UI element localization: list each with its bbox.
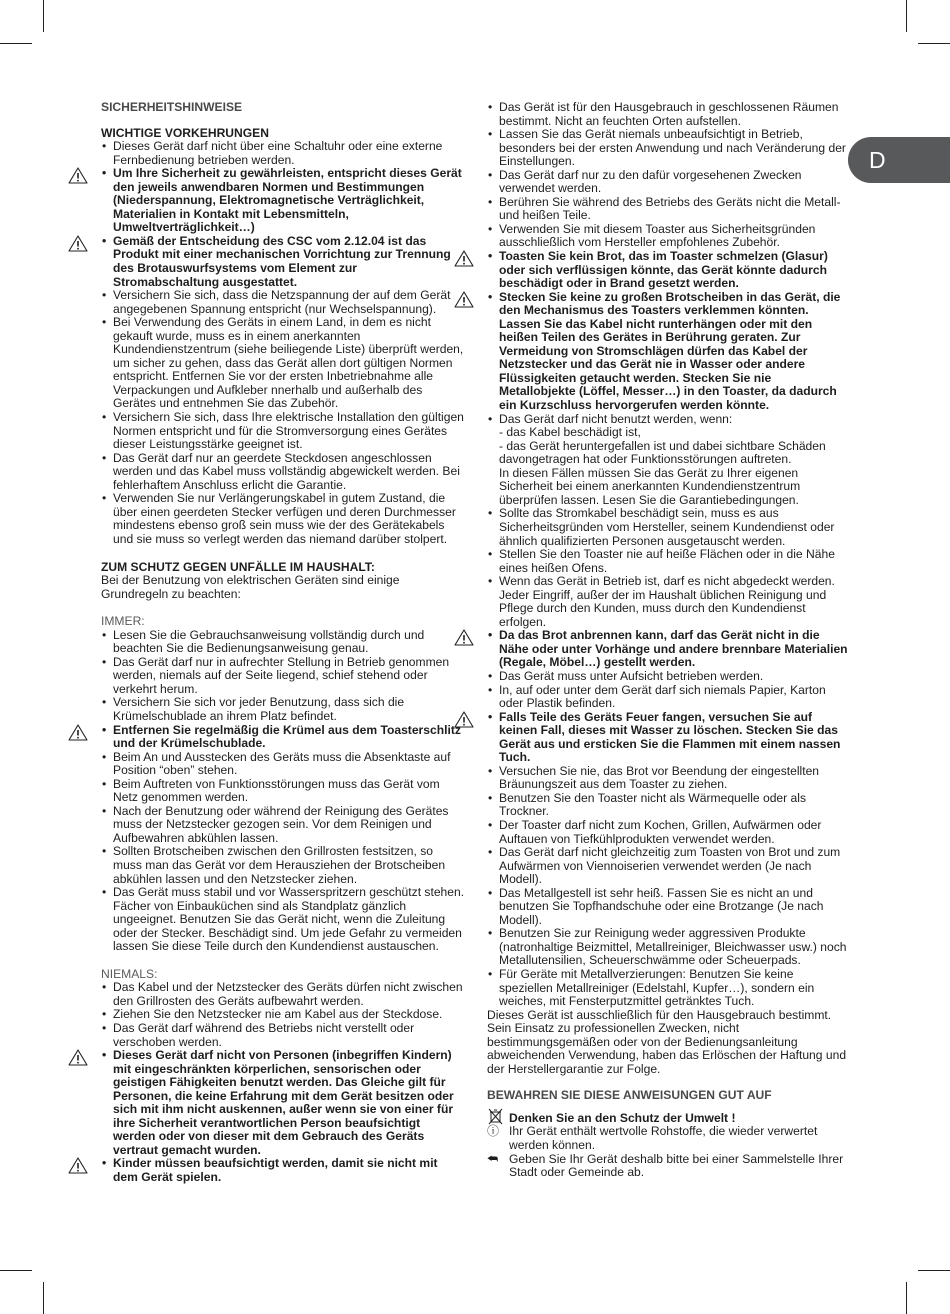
bullet-dot: •: [488, 682, 493, 697]
bullet-dot: •: [102, 776, 107, 791]
bullet-text: Das Gerät darf nicht gleichzeitig zum Toasten von Brot und zum Aufwärmen von Viennoiserien verwendet werden (Je nach Modell).: [499, 845, 841, 887]
bullet-dot: •: [488, 817, 493, 832]
closing-paragraph: Dieses Gerät ist ausschließlich für den Hausgebrauch bestimmt. Sein Einsatz zu professionellen Zwecken, nicht bestimmungsgemäßen oder von der Bedienungsanleitung abweichenden Verwendung, haben das Erlöschen der Haftung und der Herstellergarantie zur Folge.: [487, 1007, 847, 1076]
bullet-text: Das Gerät darf nur an geerdete Steckdosen angeschlossen werden und das Kabel muss vollständig abgewickelt werden. Bei fehlerhaftem Anschluss erlicht die Garantie.: [113, 450, 460, 492]
warning-triangle-icon: [68, 1049, 88, 1066]
bullet-dot: •: [488, 411, 493, 426]
bullet-dot: •: [102, 695, 107, 710]
bullet-text: Das Gerät darf nur in aufrechter Stellung in Betrieb genommen werden, niemals auf der Seite liegend, schief stehend oder verkehrt herum.: [113, 654, 450, 696]
bullet-item: [487, 968, 849, 1009]
bullet-dot: •: [102, 166, 107, 181]
bullet-dot: •: [488, 574, 493, 589]
bullet-item: [487, 128, 849, 169]
bullet-item: [101, 845, 465, 886]
bullet-dot: •: [488, 845, 493, 860]
bullet-dot: •: [102, 722, 107, 737]
precautions-list: [101, 140, 465, 546]
environment-arrow: [487, 1153, 849, 1180]
bullet-dot: •: [488, 790, 493, 805]
bullet-dot: •: [488, 127, 493, 142]
household-intro: Bei der Benutzung von elektrischen Geräten sind einige Grundregeln zu beachten:: [101, 573, 400, 601]
bullet-subline: In diesen Fällen müssen Sie das Gerät zu Ihrer eigenen Sicherheit bei einem anerkannten Kundendienstzentrum überprüfen lassen. Lesen Sie die Garantiebedingungen.: [499, 465, 801, 507]
always-heading: IMMER:: [101, 614, 145, 629]
bullet-text: Versichern Sie sich, dass die Netzspannung der auf dem Gerät angegebenen Spannung entspricht (nur Wechselspannung).: [113, 288, 451, 316]
bullet-text: Das Gerät darf während des Betriebs nicht verstellt oder verschoben werden.: [113, 1021, 415, 1049]
warning-triangle-icon: [454, 250, 474, 267]
bullet-text: Gemäß der Entscheidung des CSC vom 2.12.04 ist das Produkt mit einer mechanischen Vorrichtung zur Trennung des Brotauswurfsystems vom Element zur Stromabschaltung ausgestattet.: [113, 233, 451, 289]
bullet-text: Das Gerät darf nur zu den dafür vorgesehenen Zwecken verwendet werden.: [499, 167, 802, 196]
bullet-item: [487, 250, 849, 291]
bullet-dot: •: [488, 221, 493, 236]
language-tab: [848, 137, 950, 183]
bullet-dot: •: [488, 289, 493, 304]
bullet-text: Das Gerät muss stabil und vor Wasserspritzern geschützt stehen. Fächer von Einbauküchen sind als Standplatz gänzlich ungeeignet. Benutzen Sie das Gerät nicht, wenn die Zuleitung oder der Stecker. Beschädigt sind. Um jede Gefahr zu vermeiden lassen Sie diese Teile durch den Kundendienst austauschen.: [113, 885, 465, 954]
bullet-text: Kinder müssen beaufsichtigt werden, damit sie nicht mit dem Gerät spielen.: [113, 1156, 438, 1185]
bullet-text: Das Gerät darf nicht benutzt werden, wenn:: [499, 411, 733, 426]
bullet-dot: •: [102, 885, 107, 900]
bullet-text: Ziehen Sie den Netzstecker nie am Kabel aus der Steckdose.: [113, 1007, 443, 1022]
bullet-text: Bei Verwendung des Geräts in einem Land, in dem es nicht gekauft wurde, muss es in einem anerkannten Kundendienstzentrum (siehe beiliegende Liste) überprüft werden, um sicher zu gehen, dass das Gerät allen dort gültigen Normen entspricht. Entfernen Sie vor der ersten Inbetriebnahme alle Verpackungen und Aufkleber nnerhalb und außerhalb des Gerätes und entnehmen Sie das Zubehör.: [113, 315, 464, 411]
warning-triangle-icon: [68, 724, 88, 741]
bullet-dot: •: [488, 628, 493, 643]
bullet-item: [487, 548, 849, 575]
bullet-dot: •: [488, 100, 493, 114]
bullet-text: Stecken Sie keine zu großen Brotscheiben in das Gerät, die den Mechanismus des Toasters verklemmen könnten. Lassen Sie das Kabel nicht runterhängen oder mit den heißen Teilen des Gerätes in Berührung geraten. Zur Vermeidung von Stromschlägen dürfen das Kabel der Netzstecker und das Gerät nie in Wasser oder andere Flüssigkeiten getaucht werden. Stecken Sie nie Metallobjekte (Löffel, Messer…) in den Toaster, da dadurch ein Kurzschluss hervorgerufen werden könnte.: [499, 289, 841, 413]
bullet-text: Verwenden Sie mit diesem Toaster aus Sicherheitsgründen ausschließlich vom Hersteller empfohlenes Zubehör.: [499, 221, 816, 250]
crop-mark: [918, 43, 950, 44]
bullet-text: Benutzen Sie zur Reinigung weder aggressiven Produkte (natronhaltige Beizmittel, Metallreiniger, Bleichwasser usw.) noch Metallutensilien, Scheuerschwämme oder Scheuerpads.: [499, 926, 847, 968]
bullet-text: Dieses Gerät darf nicht von Personen (inbegriffen Kindern) mit eingeschränkten körperlichen, sensorischen oder geistigen Fähigkeiten benutzt werden. Das Gleiche gilt für Personen, die keine Erfahrung mit dem Gerät besitzen oder sich mit ihm nicht auskennen, außer wenn sie von einer für ihre Sicherheit verantwortlichen Person beaufsichtigt werden oder von dieser mit dem Gebrauch des Geräts vertraut gemacht wurden.: [113, 1048, 454, 1157]
warning-triangle-icon: [68, 167, 88, 184]
bullet-item: [487, 223, 849, 250]
warning-triangle-icon: [68, 235, 88, 252]
bullet-item: [101, 656, 465, 697]
crop-mark: [0, 1270, 32, 1271]
never-heading: NIEMALS:: [101, 966, 158, 981]
bullet-text: Versuchen Sie nie, das Brot vor Beendung der eingestellten Bräunungszeit aus dem Toaster zu ziehen.: [499, 763, 820, 792]
always-list: [101, 629, 465, 954]
language-tab-letter: D: [869, 147, 886, 173]
environment-info-text: Ihr Gerät enthält wertvolle Rohstoffe, die wieder verwertet werden können.: [509, 1124, 818, 1153]
never-list: [101, 981, 465, 1184]
bullet-dot: •: [102, 450, 107, 465]
return-arrow-icon: ⮪: [487, 1151, 499, 1166]
bullet-text: Beim An und Ausstecken des Geräts muss die Absenktaste auf Position “oben” stehen.: [113, 749, 451, 778]
bullet-item: [101, 696, 465, 723]
household-heading: ZUM SCHUTZ GEGEN UNFÄLLE IM HAUSHALT:: [101, 559, 375, 574]
bullet-item: [101, 452, 465, 493]
bullet-item: [101, 316, 465, 411]
bullet-dot: •: [102, 1021, 107, 1035]
bullet-dot: •: [488, 668, 493, 683]
bullet-text: Beim Auftreten von Funktionsstörungen muss das Gerät vom Netz genommen werden.: [113, 776, 440, 805]
bullet-item: [487, 507, 849, 548]
bullet-text: Dieses Gerät darf nicht über eine Schaltuhr oder eine externe Fernbedienung betrieben werden.: [113, 139, 443, 167]
bullet-subline: - das Gerät heruntergefallen ist und dabei sichtbare Schäden davongetragen hat oder Funktionsstörungen auftreten.: [499, 438, 826, 467]
bullet-dot: •: [102, 654, 107, 669]
bullet-item: [487, 819, 849, 846]
bullet-text: Das Metallgestell ist sehr heiß. Fassen Sie es nicht an und benutzen Sie Topfhandschuhe oder eine Brotzange (Je nach Modell).: [499, 885, 824, 927]
bullet-item: [101, 724, 465, 751]
bullet-item: [487, 765, 849, 792]
bullet-dot: •: [102, 1048, 107, 1063]
bullet-item: [487, 291, 849, 413]
environment-heading: [487, 1112, 849, 1126]
bullet-text: Lesen Sie die Gebrauchsanweisung vollständig durch und beachten Sie die Bedienungsanweisung genau.: [113, 627, 425, 656]
bullet-text: Versichern Sie sich, dass Ihre elektrische Installation den gültigen Normen entspricht und für die Stromversorgung eines Gerätes dieser Leistungsstärke geeignet ist.: [113, 410, 464, 452]
bullet-dot: •: [102, 749, 107, 764]
bullet-item: [487, 575, 849, 629]
crop-mark: [43, 1282, 44, 1314]
bullet-item: [101, 411, 465, 452]
crop-mark: [0, 43, 32, 44]
environment-info: [487, 1125, 849, 1152]
bullet-text: Das Gerät ist für den Hausgebrauch in geschlossenen Räumen bestimmt. Nicht an feuchten Orten aufstellen.: [499, 100, 839, 128]
info-circle-icon: ⓘ: [487, 1124, 500, 1139]
bullet-item: [101, 778, 465, 805]
bullet-dot: •: [488, 967, 493, 981]
bullet-text: Das Kabel und der Netzstecker des Geräts dürfen nicht zwischen den Grillrosten des Geräts aufbewahrt werden.: [113, 980, 463, 1008]
bullet-text: Lassen Sie das Gerät niemals unbeaufsichtigt in Betrieb, besonders bei der ersten Anwendung und nach Veränderung der Einstellungen.: [499, 127, 846, 169]
bullet-dot: •: [488, 249, 493, 264]
bullet-dot: •: [102, 139, 107, 154]
bullet-item: [101, 1049, 465, 1157]
bullet-text: Stellen Sie den Toaster nie auf heiße Flächen oder in die Nähe eines heißen Ofens.: [499, 547, 835, 575]
bullet-item: [487, 196, 849, 223]
left-column: [101, 101, 465, 1185]
bullet-text: Wenn das Gerät in Betrieb ist, darf es nicht abgedeckt werden. Jeder Eingriff, außer der im Haushalt üblichen Reinigung und Pflege durch den Kunden, muss durch den Kundendienst erfolgen.: [499, 574, 835, 629]
bullet-item: [101, 1157, 465, 1184]
bullet-dot: •: [102, 288, 107, 303]
bullet-item: [487, 792, 849, 819]
bullet-dot: •: [102, 1007, 107, 1022]
right-column: [487, 101, 849, 1180]
bullet-item: [487, 887, 849, 928]
bullet-dot: •: [488, 547, 493, 562]
bullet-dot: •: [102, 1156, 107, 1171]
crop-mark: [906, 0, 907, 32]
warning-triangle-icon: [454, 629, 474, 646]
bullet-dot: •: [102, 844, 107, 859]
bullet-dot: •: [488, 763, 493, 778]
bullet-text: Entfernen Sie regelmäßig die Krümel aus dem Toasterschlitz und der Krümelschublade.: [113, 722, 461, 751]
section-title: SICHERHEITSHINWEISE: [101, 100, 243, 114]
bullet-dot: •: [102, 233, 107, 248]
bullet-dot: •: [488, 194, 493, 209]
bullet-dot: •: [488, 506, 493, 521]
bullet-item: [487, 670, 849, 684]
bullet-text: Der Toaster darf nicht zum Kochen, Grillen, Aufwärmen oder Auftauen von Tiefkühlprodukten verwendet werden.: [499, 817, 822, 846]
bullet-text: Verwenden Sie nur Verlängerungskabel in gutem Zustand, die über einen geerdeten Stecker verfügen und deren Durchmesser mindestens ebenso groß sein muss wie der des Gerätekabels und sie muss so verlegt werden das niemand darüber stolpert.: [113, 491, 456, 546]
bullet-text: Da das Brot anbrennen kann, darf das Gerät nicht in die Nähe oder unter Vorhänge und andere brennbare Materialien (Regale, Möbel…) gestellt werden.: [499, 628, 848, 670]
environment-arrow-text: Geben Sie Ihr Gerät deshalb bitte bei einer Sammelstelle Ihrer Stadt oder Gemeinde ab.: [509, 1151, 844, 1180]
bullet-dot: •: [102, 627, 107, 642]
crop-mark: [43, 0, 44, 32]
bullet-dot: •: [102, 410, 107, 425]
bullet-item: [101, 981, 465, 1008]
precautions-heading: WICHTIGE VORKEHRUNGEN: [101, 125, 269, 140]
bullet-dot: •: [102, 980, 107, 995]
bullet-item: [487, 927, 849, 968]
bullet-dot: •: [488, 709, 493, 724]
right-list: [487, 101, 849, 1009]
bullet-item: [101, 805, 465, 846]
bullet-item: [487, 711, 849, 765]
bullet-dot: •: [102, 491, 107, 506]
bullet-text: In, auf oder unter dem Gerät darf sich niemals Papier, Karton oder Plastik befinden.: [499, 682, 826, 711]
keep-instructions-heading: BEWAHREN SIE DIESE ANWEISUNGEN GUT AUF: [487, 1088, 772, 1103]
crossed-bin-icon: [487, 1108, 504, 1125]
bullet-item: [101, 492, 465, 546]
bullet-item: [101, 1022, 465, 1049]
bullet-dot: •: [102, 315, 107, 330]
bullet-item: [487, 846, 849, 887]
warning-triangle-icon: [68, 1157, 88, 1174]
crop-mark: [906, 1282, 907, 1314]
bullet-text: Toasten Sie kein Brot, das im Toaster schmelzen (Glasur) oder sich verflüssigen könnte, das Gerät könnte dadurch beschädigt oder in Brand gesetzt werden.: [499, 249, 828, 291]
warning-triangle-icon: [454, 291, 474, 308]
bullet-item: [101, 1008, 465, 1022]
bullet-text: Falls Teile des Geräts Feuer fangen, versuchen Sie auf keinen Fall, dieses mit Wasser zu löschen. Stecken Sie das Gerät aus und ersticken Sie die Flammen mit einem nassen Tuch.: [499, 709, 841, 765]
bullet-item: [101, 235, 465, 289]
bullet-text: Berühren Sie während des Betriebs des Geräts nicht die Metall- und heißen Teile.: [499, 194, 841, 223]
bullet-text: Sollten Brotscheiben zwischen den Grillrosten festsitzen, so muss man das Gerät vor dem Herausziehen der Brotscheiben abkühlen lassen und den Netzstecker ziehen.: [113, 844, 446, 886]
bullet-text: Für Geräte mit Metallverzierungen: Benutzen Sie keine speziellen Metallreiniger (Edelstahl, Kupfer…), sondern ein weiches, mit Fensterputzmittel getränktes Tuch.: [499, 967, 815, 1009]
bullet-text: Sollte das Stromkabel beschädigt sein, muss es aus Sicherheitsgründen vom Hersteller, seinem Kundendienst oder ähnlich qualifizierten Personen ausgetauscht werden.: [499, 506, 835, 548]
bullet-item: [101, 886, 465, 954]
bullet-dot: •: [488, 167, 493, 182]
bullet-dot: •: [488, 885, 493, 900]
bullet-text: Nach der Benutzung oder während der Reinigung des Gerätes muss der Netzstecker gezogen sein. Vor dem Reinigen und Aufbewahren abkühlen lassen.: [113, 803, 449, 845]
bullet-item: [487, 169, 849, 196]
bullet-item: [101, 751, 465, 778]
bullet-item: [487, 629, 849, 670]
bullet-subline: - das Kabel beschädigt ist,: [499, 425, 641, 440]
warning-triangle-icon: [454, 711, 474, 728]
crop-mark: [918, 1270, 950, 1271]
bullet-text: Versichern Sie sich vor jeder Benutzung, dass sich die Krümelschublade an ihrem Platz befindet.: [113, 695, 405, 723]
bullet-text: Um Ihre Sicherheit zu gewährleisten, entspricht dieses Gerät den jeweils anwendbaren Normen und Bestimmungen (Niederspannung, Elektromagnetische Verträglichkeit, Materialien in Kontakt mit Lebensmitteln, Umweltverträglichkeit…): [113, 166, 462, 235]
bullet-item: [487, 101, 849, 128]
bullet-item: [101, 629, 465, 656]
bullet-dot: •: [102, 803, 107, 818]
bullet-text: Benutzen Sie den Toaster nicht als Wärmequelle oder als Trockner.: [499, 790, 806, 819]
bullet-text: Das Gerät muss unter Aufsicht betrieben werden.: [499, 668, 764, 683]
environment-heading-text: Denken Sie an den Schutz der Umwelt !: [509, 1110, 736, 1125]
bullet-item: [101, 289, 465, 316]
bullet-item: [101, 140, 465, 167]
bullet-dot: •: [488, 926, 493, 941]
bullet-item: [487, 684, 849, 711]
bullet-item: [487, 413, 849, 508]
bullet-item: [101, 167, 465, 235]
